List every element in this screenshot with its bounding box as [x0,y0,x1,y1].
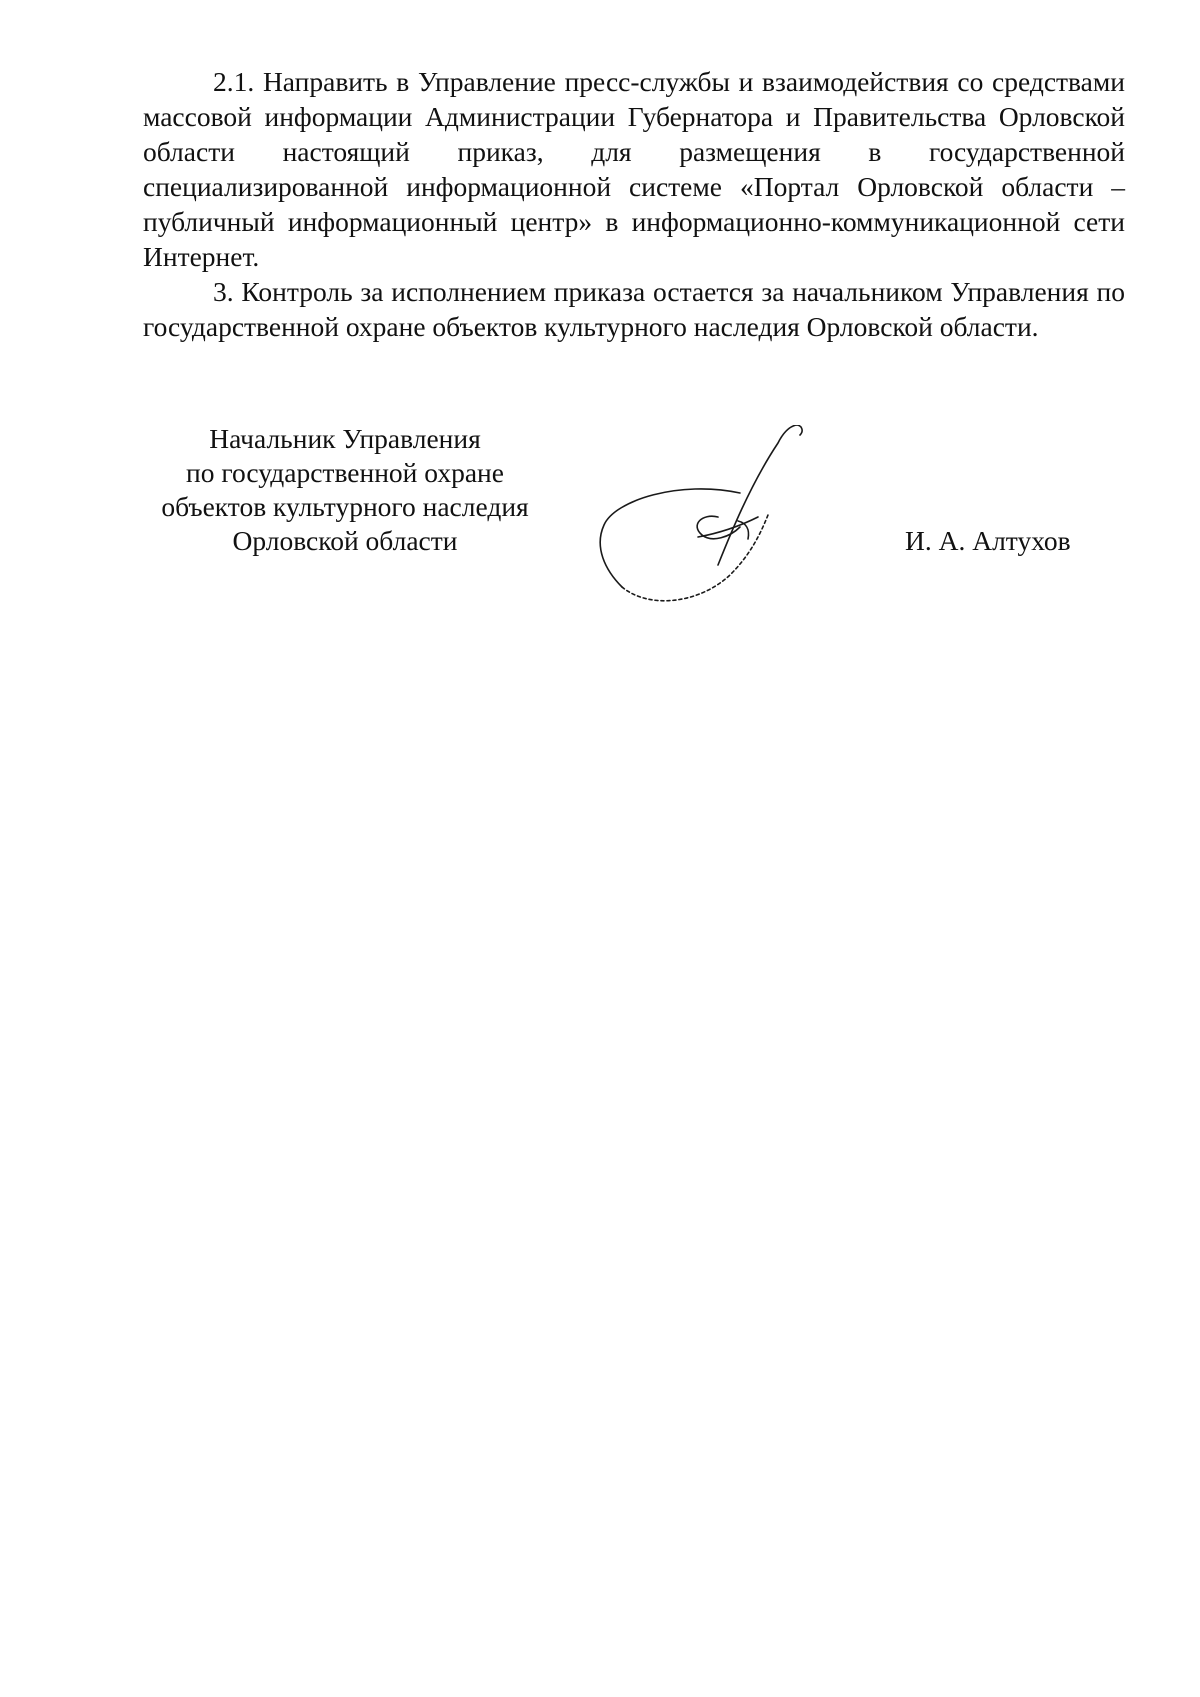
signer-position-line: Начальник Управления [209,423,481,454]
paragraph-2-1: 2.1. Направить в Управление пресс-службы и взаимодействия со средствами массовой информации Администрации Губернатора и Правительства Орловской области настоящий приказ, для размещения в государственной специализированной информационной системе «Портал Орловской области – публичный информационный центр» в информационно-коммуникационной сети Интернет. [143,66,1125,272]
signer-position-line: объектов культурного наследия [161,491,529,522]
signature-block [0,0,1200,700]
handwritten-signature [590,425,870,615]
signer-name: И. А. Алтухов [905,525,1071,556]
paragraph-3: 3. Контроль за исполнением приказа остается за начальником Управления по государственной охране объектов культурного наследия Орловской области. [143,276,1125,342]
signer-position-line: по государственной охране [186,457,504,488]
signer-position-line: Орловской области [232,525,458,556]
signer-position [140,422,550,558]
